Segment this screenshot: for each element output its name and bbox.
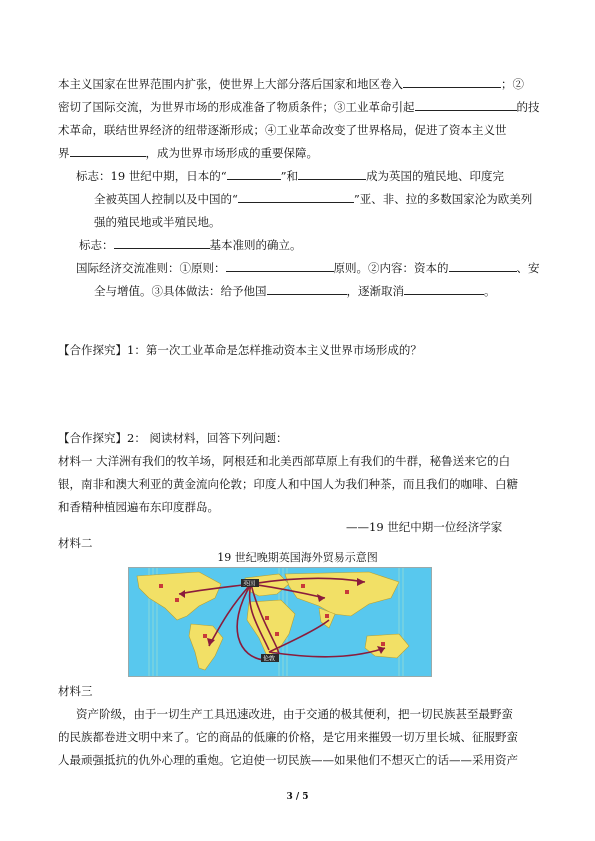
map-label-britain: 英国 xyxy=(243,580,256,588)
text-line xyxy=(76,260,540,276)
text: ”和 xyxy=(280,169,299,183)
text: 密切了国际交流，为世界市场的形成准备了物质条件；③工业革命引起 xyxy=(58,100,415,114)
text: 界 xyxy=(58,146,70,160)
text: 。 xyxy=(484,284,496,298)
fill-blank[interactable] xyxy=(114,237,210,249)
text-line xyxy=(58,99,540,115)
fill-blank[interactable] xyxy=(226,260,334,272)
text: 本主义国家在世界范围内扩张，使世界上大部分落后国家和地区卷入 xyxy=(58,77,403,91)
text: 全被英国人控制以及中国的“ xyxy=(94,192,238,206)
text: 标志：19 世纪中期，日本的“ xyxy=(76,169,227,183)
inquiry-question-1: 【合作探究】1：第一次工业革命是怎样推动资本主义世界市场形成的？ xyxy=(58,343,422,357)
material1-line: 材料一 大洋洲有我们的牧羊场，阿根廷和北美西部草原上有我们的牛群，秘鲁送来它的白 xyxy=(58,454,511,468)
text: 的技 xyxy=(516,100,540,114)
fill-blank[interactable] xyxy=(267,283,347,295)
text-line xyxy=(58,76,524,92)
map-title: 19 世纪晚期英国海外贸易示意图 xyxy=(217,551,378,564)
text-line xyxy=(94,191,532,207)
text-line xyxy=(94,283,496,299)
text: ，逐渐取消 xyxy=(346,284,404,298)
material3-line: 资产阶级，由于一切生产工具迅速改进，由于交通的极其便利，把一切民族甚至最野蛮 xyxy=(76,707,513,721)
fill-blank[interactable] xyxy=(238,191,354,203)
material1-line: 银，南非和澳大利亚的黄金流向伦敦；印度人和中国人为我们种茶，而且我们的咖啡、白糖 xyxy=(58,477,518,491)
text: ”亚、非、拉的多数国家沦为欧美列 xyxy=(353,192,533,206)
text-line: 术革命，联结世界经济的纽带逐渐形成；④工业革命改变了世界格局，促进了资本主义世 xyxy=(58,123,507,137)
material3-line: 人最顽强抵抗的仇外心理的重炮。它迫使一切民族——如果他们不想灭亡的话——采用资产 xyxy=(58,753,518,767)
text: ，成为世界市场形成的重要保障。 xyxy=(145,146,318,160)
fill-blank[interactable] xyxy=(404,283,484,295)
text-line xyxy=(76,168,504,184)
fill-blank[interactable] xyxy=(449,260,517,272)
material2-label: 材料二 xyxy=(58,536,93,550)
text: 标志： xyxy=(79,238,114,252)
text: 全与增值。③具体做法：给予他国 xyxy=(94,284,267,298)
fill-blank[interactable] xyxy=(403,76,501,88)
world-map-illustration xyxy=(129,568,431,676)
text-line xyxy=(58,145,318,161)
text: ；② xyxy=(501,77,524,91)
inquiry-question-2: 【合作探究】2： 阅读材料，回答下列问题： xyxy=(58,431,288,445)
fill-blank[interactable] xyxy=(415,99,517,111)
text: 基本准则的确立。 xyxy=(209,238,302,252)
trade-map xyxy=(128,567,432,677)
text: 原则。②内容：资本的 xyxy=(333,261,449,275)
page-number: 3 / 5 xyxy=(286,792,309,802)
fill-blank[interactable] xyxy=(298,168,366,180)
material1-source: ——19 世纪中期一位经济学家 xyxy=(346,520,503,534)
text: 国际经济交流准则：①原则： xyxy=(76,261,226,275)
text-line: 强的殖民地或半殖民地。 xyxy=(94,215,221,229)
material1-line: 和香精种植园遍布东印度群岛。 xyxy=(58,500,219,514)
map-label-london: 伦敦 xyxy=(263,655,276,663)
fill-blank[interactable] xyxy=(227,168,281,180)
material3-label: 材料三 xyxy=(58,684,93,698)
material3-line: 的民族都卷进文明中来了。它的商品的低廉的价格，是它用来摧毁一切万里长城、征服野蛮 xyxy=(58,730,518,744)
text: 成为英国的殖民地、印度完 xyxy=(366,169,505,183)
text-line xyxy=(79,237,302,253)
text: 、安 xyxy=(516,261,540,275)
fill-blank[interactable] xyxy=(70,145,146,157)
